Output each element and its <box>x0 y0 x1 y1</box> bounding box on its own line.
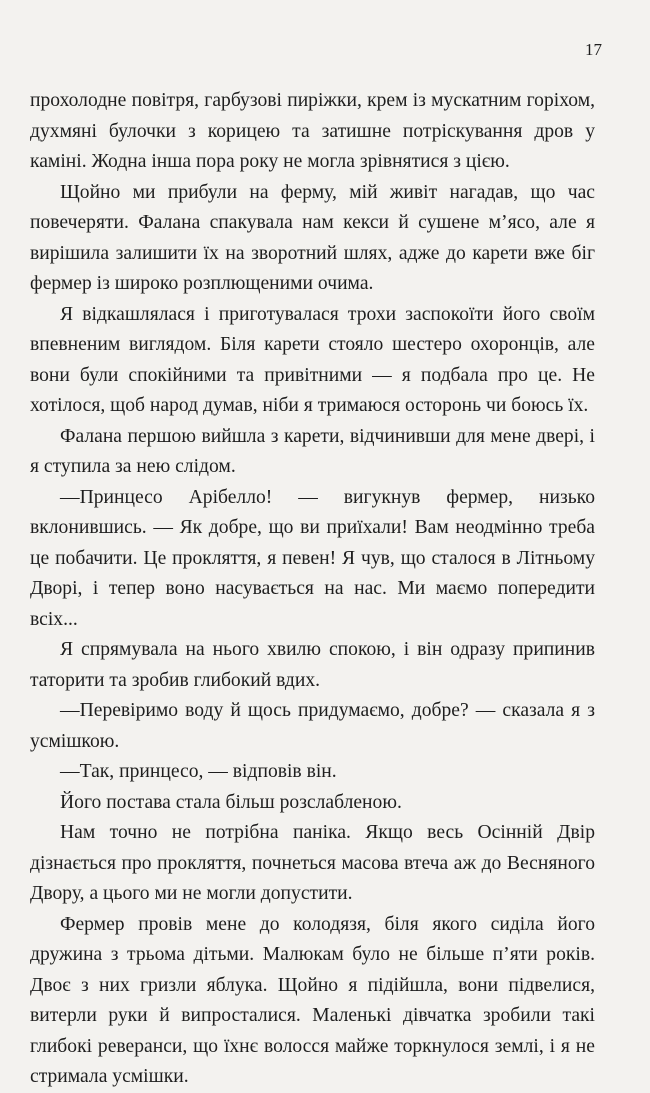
paragraph: Щойно ми прибули на ферму, мій живіт нагадав, що час повечеряти. Фалана спакувала нам кекси й сушене м’ясо, але я вирішила залишити їх на зворотний шлях, адже до карети вже біг фермер із широко розплющеними очима. <box>30 181 595 294</box>
paragraph: Фермер провів мене до колодязя, біля якого сиділа його дружина з трьома дітьми. Малюкам було не більше п’яти років. Двоє з них гризли яблука. Щойно я підійшла, вони підвелися, витерли руки й випросталися. Маленькі дівчатка зробили такі глибокі реверанси, що їхнє волосся майже торкнулося землі, і я не стримала усмішки. <box>30 913 595 1087</box>
paragraph: Я відкашлялася і приготувалася трохи заспокоїти його своїм впевненим виглядом. Біля карети стояло шестеро охоронців, але вони були спокійними та привітними — я подбала про це. Не хотілося, щоб народ думав, ніби я тримаюся осторонь чи боюсь їх. <box>30 303 595 416</box>
paragraph: Фалана першою вийшла з карети, відчинивши для мене двері, і я ступила за нею слідом. <box>30 425 595 477</box>
dialogue-paragraph: —Принцесо Арібелло! — вигукнув фермер, низько вклонившись. — Як добре, що ви приїхали! Вам неодмінно треба це побачити. Це прокляття, я певен! Я чув, що сталося в Літньому Дворі, і тепер воно насувається на нас. Ми маємо попередити всіх... <box>30 486 595 630</box>
paragraph: Нам точно не потрібна паніка. Якщо весь Осінній Двір дізнається про прокляття, почнеться масова втеча аж до Весняного Двору, а цього ми не могли допустити. <box>30 822 595 904</box>
paragraph: Його постава стала більш розслабленою. <box>60 791 402 813</box>
page-number: 17 <box>585 40 602 59</box>
body-text <box>30 86 595 1093</box>
dialogue-paragraph: —Перевіримо воду й щось придумаємо, добре? — сказала я з усмішкою. <box>30 700 595 752</box>
dialogue-paragraph: —Так, принцесо, — відповів він. <box>60 761 337 782</box>
paragraph: Я спрямувала на нього хвилю спокою, і він одразу припинив таторити та зробив глибокий вдих. <box>30 639 595 691</box>
paragraph: прохолодне повітря, гарбузові пиріжки, крем із мускатним горіхом, духмяні булочки з корицею та затишне потріскування дров у каміні. Жодна інша пора року не могла зрівнятися з цією. <box>30 90 595 172</box>
